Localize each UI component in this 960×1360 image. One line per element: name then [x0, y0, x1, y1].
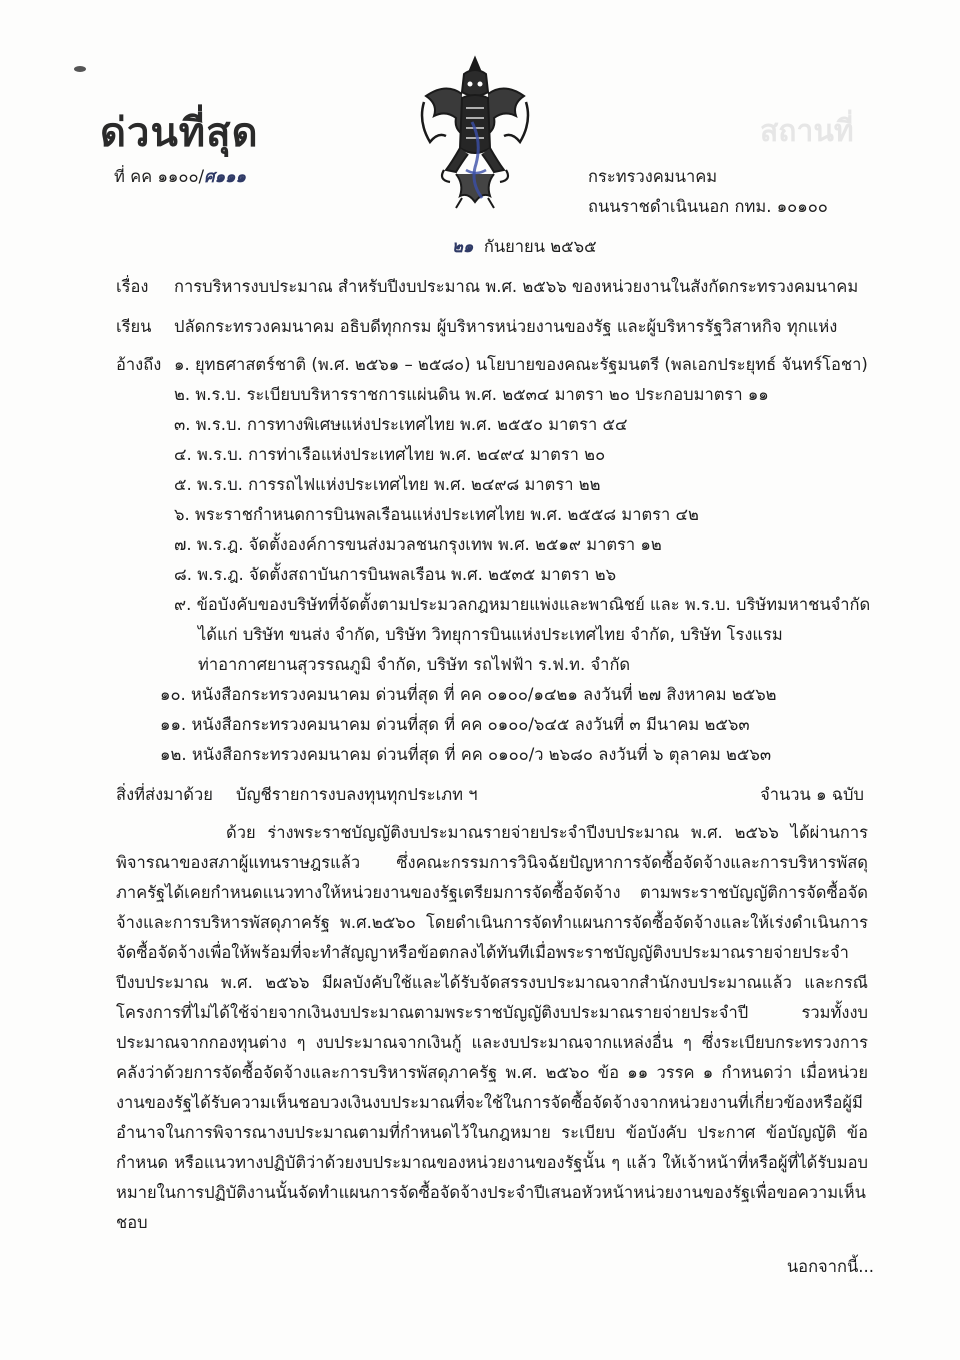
reference-item [160, 714, 750, 736]
reference-item [174, 354, 868, 376]
reference-item [160, 684, 777, 706]
bleed-through-mark: สถานที่ [760, 114, 854, 149]
reference-num: ๑๒. [160, 745, 187, 764]
reference-num: ๑. [174, 355, 190, 374]
document-date [452, 236, 597, 258]
reference-item [174, 564, 616, 586]
reference-num: ๖. [174, 505, 190, 524]
reference-line-continued: ท่าอากาศยานสุวรรณภูมิ จำกัด, บริษัท รถไฟฟ้า ร.ฟ.ท. จำกัด [198, 655, 631, 674]
reference-line: ยุทธศาสตร์ชาติ (พ.ศ. ๒๕๖๑ – ๒๕๘๐) นโยบายของคณะรัฐมนตรี (พลเอกประยุทธ์ จันทร์โอชา) [194, 355, 868, 374]
reference-line: พ.ร.บ. การท่าเรือแห่งประเทศไทย พ.ศ. ๒๔๙๔ มาตรา ๒๐ [196, 445, 606, 464]
reference-line: พระราชกำหนดการบินพลเรือนแห่งประเทศไทย พ.ศ. ๒๕๕๘ มาตรา ๔๒ [194, 505, 699, 524]
subject-text: การบริหารงบประมาณ สำหรับปีงบประมาณ พ.ศ. ๒๕๖๖ ของหน่วยงานในสังกัดกระทรวงคมนาคม [174, 277, 859, 296]
date-month-year: กันยายน ๒๕๖๕ [483, 237, 597, 256]
reference-line: พ.ร.ฎ. จัดตั้งสถาบันการบินพลเรือน พ.ศ. ๒๕๓๕ มาตรา ๒๖ [197, 565, 617, 584]
date-day-handwritten: ๒๑ [452, 237, 474, 256]
enclosure-text: บัญชีรายการงบลงทุนทุกประเภท ฯ [236, 785, 478, 804]
reference-num: ๘. [174, 565, 192, 584]
reference-num: ๑๑. [160, 715, 187, 734]
subject-label: เรื่อง [116, 277, 149, 296]
reference-num: ๗. [174, 535, 192, 554]
reference-num: ๙. [174, 595, 192, 614]
reference-item [174, 444, 605, 466]
reference-item [174, 594, 870, 616]
reference-item [174, 474, 600, 496]
reference-num: ๔. [174, 445, 192, 464]
reference-prefix: ที่ คค ๑๑๐๐/ [114, 167, 205, 186]
scan-speck [74, 66, 86, 72]
recipient-text: ปลัดกระทรวงคมนาคม อธิบดีทุกกรม ผู้บริหารหน่วยงานของรัฐ และผู้บริหารรัฐวิสาหกิจ ทุกแห่ง [174, 317, 838, 336]
reference-item [174, 534, 662, 556]
reference-item [160, 744, 771, 766]
references-label: อ้างถึง [116, 355, 162, 374]
reference-number [114, 166, 246, 188]
recipient-label: เรียน [116, 317, 152, 336]
reference-num: ๕. [174, 475, 192, 494]
body-paragraph: ด้วย ร่างพระราชบัญญัติงบประมาณรายจ่ายประจำปีงบประมาณ พ.ศ. ๒๕๖๖ ได้ผ่านการพิจารณาของสภาผู้แทนราษฎรแล้ว ซึ่งคณะกรรมการวินิจฉัยปัญหาการจัดซื้อจัดจ้างและการบริหารพัสดุภาครัฐได้เคยกำหนดแนวทางให้หน่วยงานของรัฐเตรียมการจัดซื้อจัดจ้าง ตามพระราชบัญญัติการจัดซื้อจัดจ้างและการบริหารพัสดุภาครัฐ พ.ศ.๒๕๖๐ โดยดำเนินการจัดทำแผนการจัดซื้อจัดจ้างและให้เร่งดำเนินการจัดซื้อจัดจ้างเพื่อให้พร้อมที่จะทำสัญญาหรือข้อตกลงได้ทันทีเมื่อพระราชบัญญัติงบประมาณรายจ่ายประจำปีงบประมาณ พ.ศ. ๒๕๖๖ มีผลบังคับใช้และได้รับจัดสรรงบประมาณจากสำนักงบประมาณแล้ว และกรณีโครงการที่ไม่ได้ใช้จ่ายจากเงินงบประมาณตามพระราชบัญญัติงบประมาณรายจ่ายประจำปี รวมทั้งงบประมาณจากกองทุนต่าง ๆ งบประมาณจากเงินกู้ และงบประมาณจากแหล่งอื่น ๆ ซึ่งระเบียบกระทรวงการคลังว่าด้วยการจัดซื้อจัดจ้างและการบริหารพัสดุภาครัฐ พ.ศ. ๒๕๖๐ ข้อ ๑๑ วรรค ๑ กำหนดว่า เมื่อหน่วยงานของรัฐได้รับความเห็นชอบวงเงินงบประมาณที่จะใช้ในการจัดซื้อจัดจ้างจากหน่วยงานที่เกี่ยวข้องหรือผู้มีอำนาจในการพิจารณางบประมาณตามที่กำหนดไว้ในกฎหมาย ระเบียบ ข้อบังคับ ประกาศ ข้อบัญญัติ ข้อกำหนด หรือแนวทางปฏิบัติว่าด้วยงบประมาณของหน่วยงานของรัฐนั้น ๆ แล้ว ให้เจ้าหน้าที่หรือผู้ที่ได้รับมอบหมายในการปฏิบัติงานนั้นจัดทำแผนการจัดซื้อจัดจ้างประจำปีเสนอหัวหน้าหน่วยงานของรัฐเพื่อขอความเห็นชอบ [116, 823, 868, 1232]
reference-line: หนังสือกระทรวงคมนาคม ด่วนที่สุด ที่ คค ๐๑๐๐/๖๔๕ ลงวันที่ ๓ มีนาคม ๒๕๖๓ [191, 715, 750, 734]
reference-line: พ.ร.บ. การรถไฟแห่งประเทศไทย พ.ศ. ๒๔๙๘ มาตรา ๒๒ [196, 475, 601, 494]
reference-item [174, 414, 627, 436]
reference-item [174, 384, 769, 406]
reference-handwritten: ศ๑๑๑ [204, 167, 246, 186]
reference-item [174, 504, 699, 526]
reference-line: หนังสือกระทรวงคมนาคม ด่วนที่สุด ที่ คค ๐๑๐๐/๑๔๒๑ ลงวันที่ ๒๗ สิงหาคม ๒๕๖๒ [191, 685, 777, 704]
continuation-note: นอกจากนี้... [786, 1257, 874, 1276]
ministry-name: กระทรวงคมนาคม [588, 167, 718, 186]
reference-line: พ.ร.บ. การทางพิเศษแห่งประเทศไทย พ.ศ. ๒๕๕๐ มาตรา ๕๔ [195, 415, 628, 434]
reference-line: ข้อบังคับของบริษัทที่จัดตั้งตามประมวลกฎหมายแพ่งและพาณิชย์ และ พ.ร.บ. บริษัทมหาชนจำกัด [196, 595, 871, 614]
ministry-address: ถนนราชดำเนินนอก กทม. ๑๐๑๐๐ [588, 197, 828, 216]
reference-num: ๑๐. [160, 685, 186, 704]
reference-line: พ.ร.บ. ระเบียบบริหารราชการแผ่นดิน พ.ศ. ๒๕๓๔ มาตรา ๒๐ ประกอบมาตรา ๑๑ [195, 385, 769, 404]
enclosure-quantity: จำนวน ๑ ฉบับ [760, 785, 864, 804]
reference-line: พ.ร.ฎ. จัดตั้งองค์การขนส่งมวลชนกรุงเทพ พ.ศ. ๒๕๑๙ มาตรา ๑๒ [196, 535, 662, 554]
reference-num: ๒. [174, 385, 191, 404]
reference-line-continued: ได้แก่ บริษัท ขนส่ง จำกัด, บริษัท วิทยุการบินแห่งประเทศไทย จำกัด, บริษัท โรงแรม [198, 625, 783, 644]
reference-num: ๓. [174, 415, 191, 434]
urgency-stamp: ด่วนที่สุด [100, 109, 259, 156]
reference-line: หนังสือกระทรวงคมนาคม ด่วนที่สุด ที่ คค ๐๑๐๐/ว ๒๖๘๐ ลงวันที่ ๖ ตุลาคม ๒๕๖๓ [191, 745, 772, 764]
garuda-emblem-icon [416, 52, 534, 212]
enclosure-label: สิ่งที่ส่งมาด้วย [116, 785, 213, 804]
